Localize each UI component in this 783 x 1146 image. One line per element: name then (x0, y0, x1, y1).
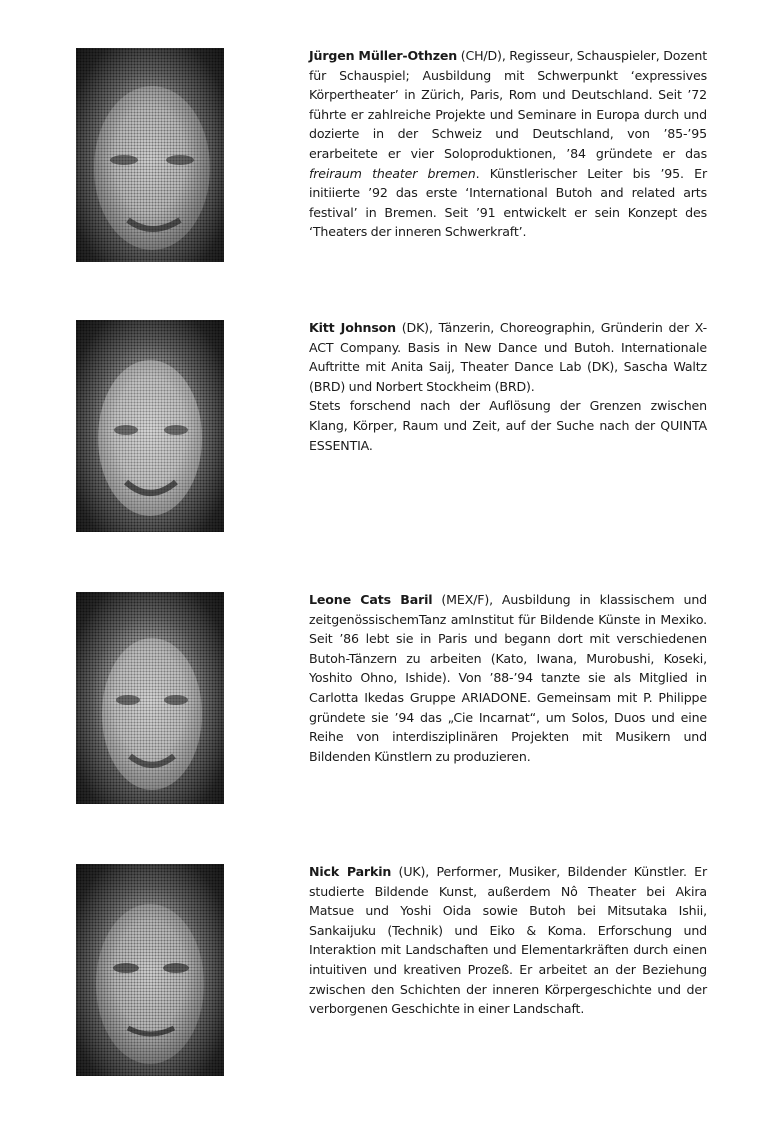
bio-text-segment: (UK), Performer, Musiker, Bildender Künstler. Er studierte Bildende Kunst, außerdem Nô Theater bei Akira Matsue und Yoshi Oida sowie Butoh bei Mitsutaka Ishii, Sankaijuku (Technik) und Eiko & Koma. Erforschung und Interaktion mit Landschaften und Elementarkräften durch einen intuitiven und kreativen Prozeß. Er arbeitet an der Beziehung zwischen den Schichten der inneren Körpergeschichte und der verborgenen Geschichte in einer Landschaft. (309, 864, 708, 1017)
person-name: Kitt Johnson (309, 320, 396, 335)
person-name: Leone Cats Baril (309, 592, 433, 607)
portrait-face-shape (76, 48, 224, 262)
bio-paragraph (309, 396, 707, 455)
bio-paragraph (309, 590, 707, 766)
bio-text (309, 318, 707, 455)
person-name: Nick Parkin (309, 864, 392, 879)
portrait-photo (76, 320, 224, 532)
bio-text-segment: Stets forschend nach der Auflösung der Grenzen zwischen Klang, Körper, Raum und Zeit, auf der Suche nach der QUINTA ESSENTIA. (309, 398, 707, 453)
bio-text-segment: (MEX/F), Ausbildung in klassischem und zeitgenössischemTanz amInstitut für Bildende Künste in Mexiko. Seit ’86 lebt sie in Paris und begann dort mit verschiedenen Butoh-Tänzern zu arbeiten (Kato, Iwana, Murobushi, Koseki, Yoshito Ohno, Ishide). Von ’88-’94 tanzte sie als Mitglied in Carlotta Ikedas Gruppe ARIADONE. Gemeinsam mit P. Philippe gründete sie ’94 das „Cie Incarnat“, um Solos, Duos und eine Reihe von interdisziplinären Projekten mit Musikern und Bildenden Künstlern zu produzieren. (309, 592, 707, 764)
portrait-face-shape (76, 592, 224, 804)
bio-text-segment: . Künstlerischer Leiter bis ’95. Er initiierte ’92 das erste ‘International Butoh and related arts festival’ in Bremen. Seit ’91 entwickelt er sein Konzept des ‘Theaters der inneren Schwerkraft’. (309, 165, 707, 240)
portrait-photo (76, 48, 224, 262)
bio-text (309, 46, 707, 242)
bio-paragraph (309, 318, 707, 396)
bio-text-segment-italic: freiraum theater bremen (309, 165, 476, 181)
portrait-photo (76, 864, 224, 1076)
bio-text (309, 590, 707, 766)
portrait-face-shape (76, 864, 224, 1076)
bio-text-segment: (CH/D), Regisseur, Schauspieler, Dozent für Schauspiel; Ausbildung mit Schwerpunkt ‘expressives Körpertheater’ in Zürich, Paris, Rom und Deutschland. Seit ’72 führte er zahlreiche Projekte und Seminare in Europa durch und dozierte in der Schweiz und Deutschland, von ’85-’95 erarbeitete er vier Soloproduktionen, ’84 gründete er das (309, 48, 707, 161)
portrait-photo (76, 592, 224, 804)
bio-paragraph (309, 862, 707, 1019)
bio-text (309, 862, 707, 1019)
bio-text-segment: (DK), Tänzerin, Choreographin, Gründerin der X-ACT Company. Basis in New Dance und Butoh. Internationale Auftritte mit Anita Saij, Theater Dance Lab (DK), Sascha Waltz (BRD) und Norbert Stockheim (BRD). (309, 320, 707, 394)
bio-paragraph (309, 46, 707, 242)
person-name: Jürgen Müller-Othzen (309, 48, 458, 63)
portrait-face-shape (76, 320, 224, 532)
